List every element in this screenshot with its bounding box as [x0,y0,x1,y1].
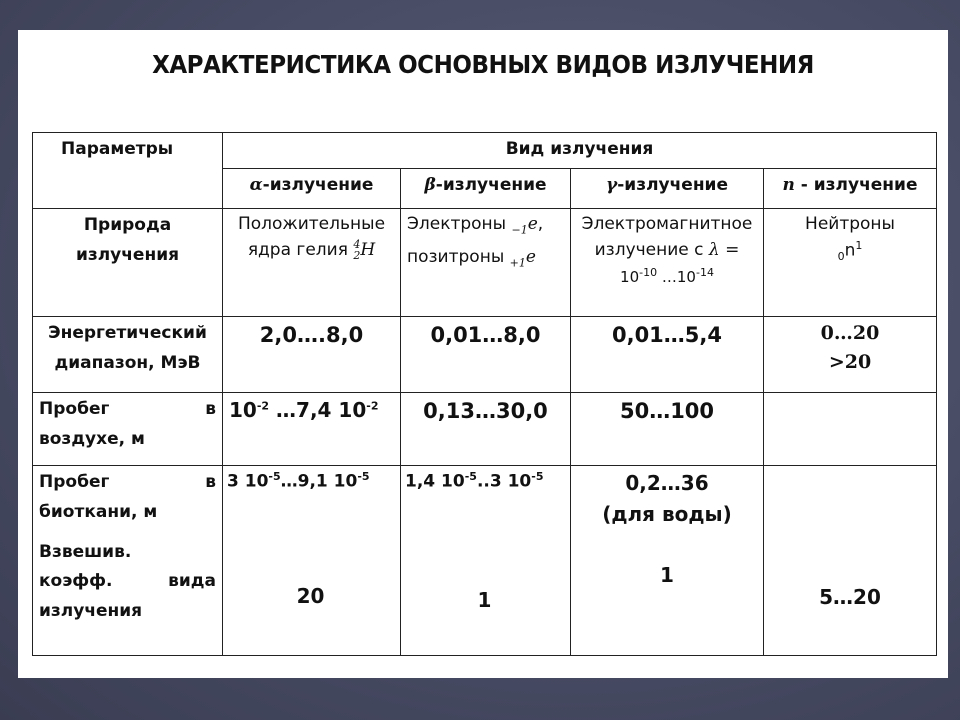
cell-alpha-energy: 2,0….8,0 [223,317,401,393]
cell-gamma-nature: Электромагнитное излучение с λ = $10^{-10}$ $\dots 10^{-14}$ [571,209,764,317]
cell-gamma-bio-weight: 0,2…36 (для воды) 1 [571,466,764,656]
header-gamma: γ-излучение [571,169,764,209]
cell-gamma-energy: 0,01…5,4 [571,317,764,393]
cell-beta-energy: 0,01…8,0 [401,317,571,393]
cell-beta-nature: Электроны $_{-1}$e, позитроны $_{+1}$e [401,209,571,317]
cell-neutron-air [764,393,937,466]
cell-beta-air: 0,13…30,0 [401,393,571,466]
row-label-air: Пробег в воздухе, м [33,393,223,466]
cell-neutron-nature: Нейтроны $_0n^1$ [764,209,937,317]
cell-alpha-air: $10^{-2}$ …7,4 $10^{-2}$ [223,393,401,466]
header-params: Параметры [33,133,223,209]
cell-beta-bio-weight: 1,4 $10^{-5}..3$ $10^{-5}$ 1 [401,466,571,656]
header-neutron: n - излучение [764,169,937,209]
header-alpha: α-излучение [223,169,401,209]
row-label-energy: Энергетический диапазон, МэВ [33,317,223,393]
header-beta: β-излучение [401,169,571,209]
row-label-bio-weight: Пробег в биоткани, м Взвешив. коэфф. вида излучения [33,466,223,656]
cell-alpha-bio-weight: 3 $10^{-5}\dots 9,1$ $10^{-5}$ 20 [223,466,401,656]
slide [18,30,948,678]
cell-alpha-nature: Положительные ядра гелия 4 2 H [223,209,401,317]
slide-title: ХАРАКТЕРИСТИКА ОСНОВНЫХ ВИДОВ ИЗЛУЧЕНИЯ [152,50,814,79]
radiation-table [32,132,937,656]
cell-gamma-air: 50…100 [571,393,764,466]
row-label-nature: Природа излучения [33,209,223,317]
header-kind: Вид излучения [223,133,937,169]
cell-neutron-energy: 0…20 >20 [764,317,937,393]
cell-neutron-bio-weight: 5…20 [764,466,937,656]
